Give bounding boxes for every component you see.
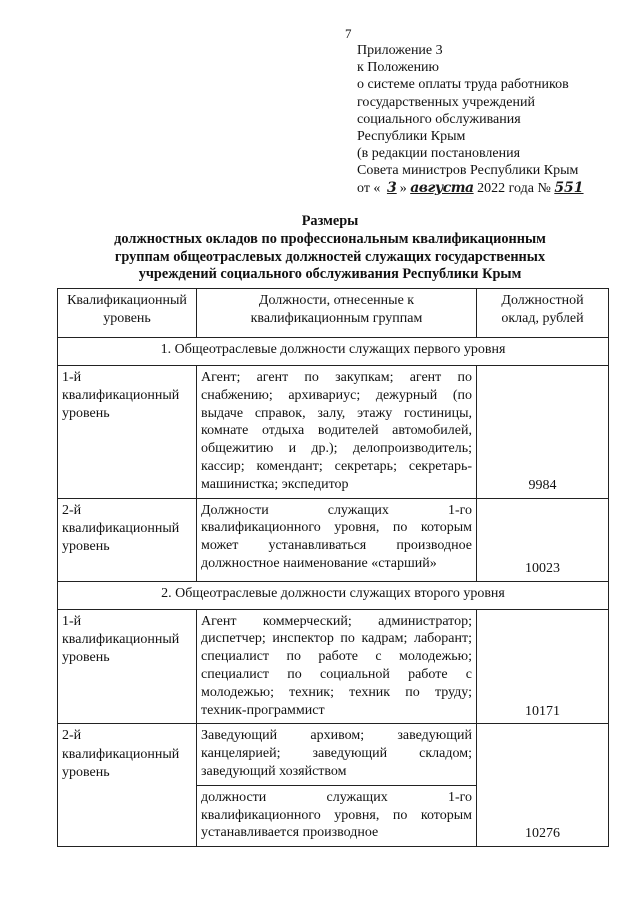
positions-cell: Агент коммерческий; администратор; диспетчер; инспектор по кадрам; лаборант; специалист по работе с молодежью; специалист по социальной работе с молодежью; техник; техник по труду; техник-программист [197,609,477,724]
title-line: группам общеотраслевых должностей служащих государственных [114,248,546,265]
appendix-line: Республики Крым [357,129,466,145]
level-cell: 1-й квалификационный уровень [58,609,197,724]
appendix-line: (в редакции постановления [357,146,521,162]
table-row [58,724,609,785]
section-row [58,581,609,609]
title-line: учреждений социального обслуживания Республики Крым [138,266,522,283]
table-row [58,609,609,724]
appendix-line: Приложение 3 [357,43,443,58]
appendix-date-line [357,180,632,197]
positions-cell: Заведующий архивом; заведующий канцелярией; заведующий складом; заведующий хозяйством [197,724,477,785]
appendix-header [357,42,632,197]
level-cell: 1-й квалификационный уровень [58,366,197,499]
positions-cell: Агент; агент по закупкам; агент по снабжению; архивариус; дежурный (по выдаче справок, залу, этажу гостиницы, комнате отдыха водителей автомобилей, общежитию и др.); делопроизводитель; кассир; комендант; секретарь; секретарь-машинистка; экспедитор [197,366,477,499]
positions-cell: Должности служащих 1-го квалификационного уровня, по которым может устанавливаться производное должностное наименование «старший» [197,498,477,581]
page-number: 7 [345,26,352,41]
appendix-line: Совета министров Республики Крым [357,163,579,179]
date-separator: » [399,180,407,196]
decree-number-handwritten: 551 [554,179,584,196]
table-row [58,498,609,581]
title-line: должностных окладов по профессиональным квалификационным [114,230,546,247]
header-salary: Должностной оклад, рублей [477,289,609,338]
date-prefix: от « [357,180,381,196]
appendix-line: государственных учреждений [357,94,535,110]
table-header-row [58,289,609,338]
header-level: Квалификационный уровень [58,289,197,338]
appendix-line: социального обслуживания [357,111,521,127]
level-cell: 2-й квалификационный уровень [58,498,197,581]
appendix-line: о системе оплаты труда работников [357,77,569,93]
salary-cell: 10276 [477,724,609,847]
salary-table [57,288,609,847]
date-year-text: 2022 года № [477,180,551,196]
table-row [58,366,609,499]
date-month-handwritten: августа [410,179,474,196]
level-cell: 2-й квалификационный уровень [58,724,197,847]
section-title: 2. Общеотраслевые должности служащих второго уровня [58,581,609,609]
appendix-line: к Положению [357,60,440,76]
section-row [58,338,609,366]
salary-cell: 9984 [477,366,609,499]
section-title: 1. Общеотраслевые должности служащих первого уровня [58,338,609,366]
salary-cell: 10171 [477,609,609,724]
document-title [40,213,620,284]
positions-cell: должности служащих 1-го квалификационного уровня, по которым устанавливается производное [197,785,477,846]
salary-cell: 10023 [477,498,609,581]
date-day-handwritten: 3 [386,179,397,196]
header-positions: Должности, отнесенные к квалификационным группам [197,289,477,338]
title-line: Размеры [301,213,359,229]
